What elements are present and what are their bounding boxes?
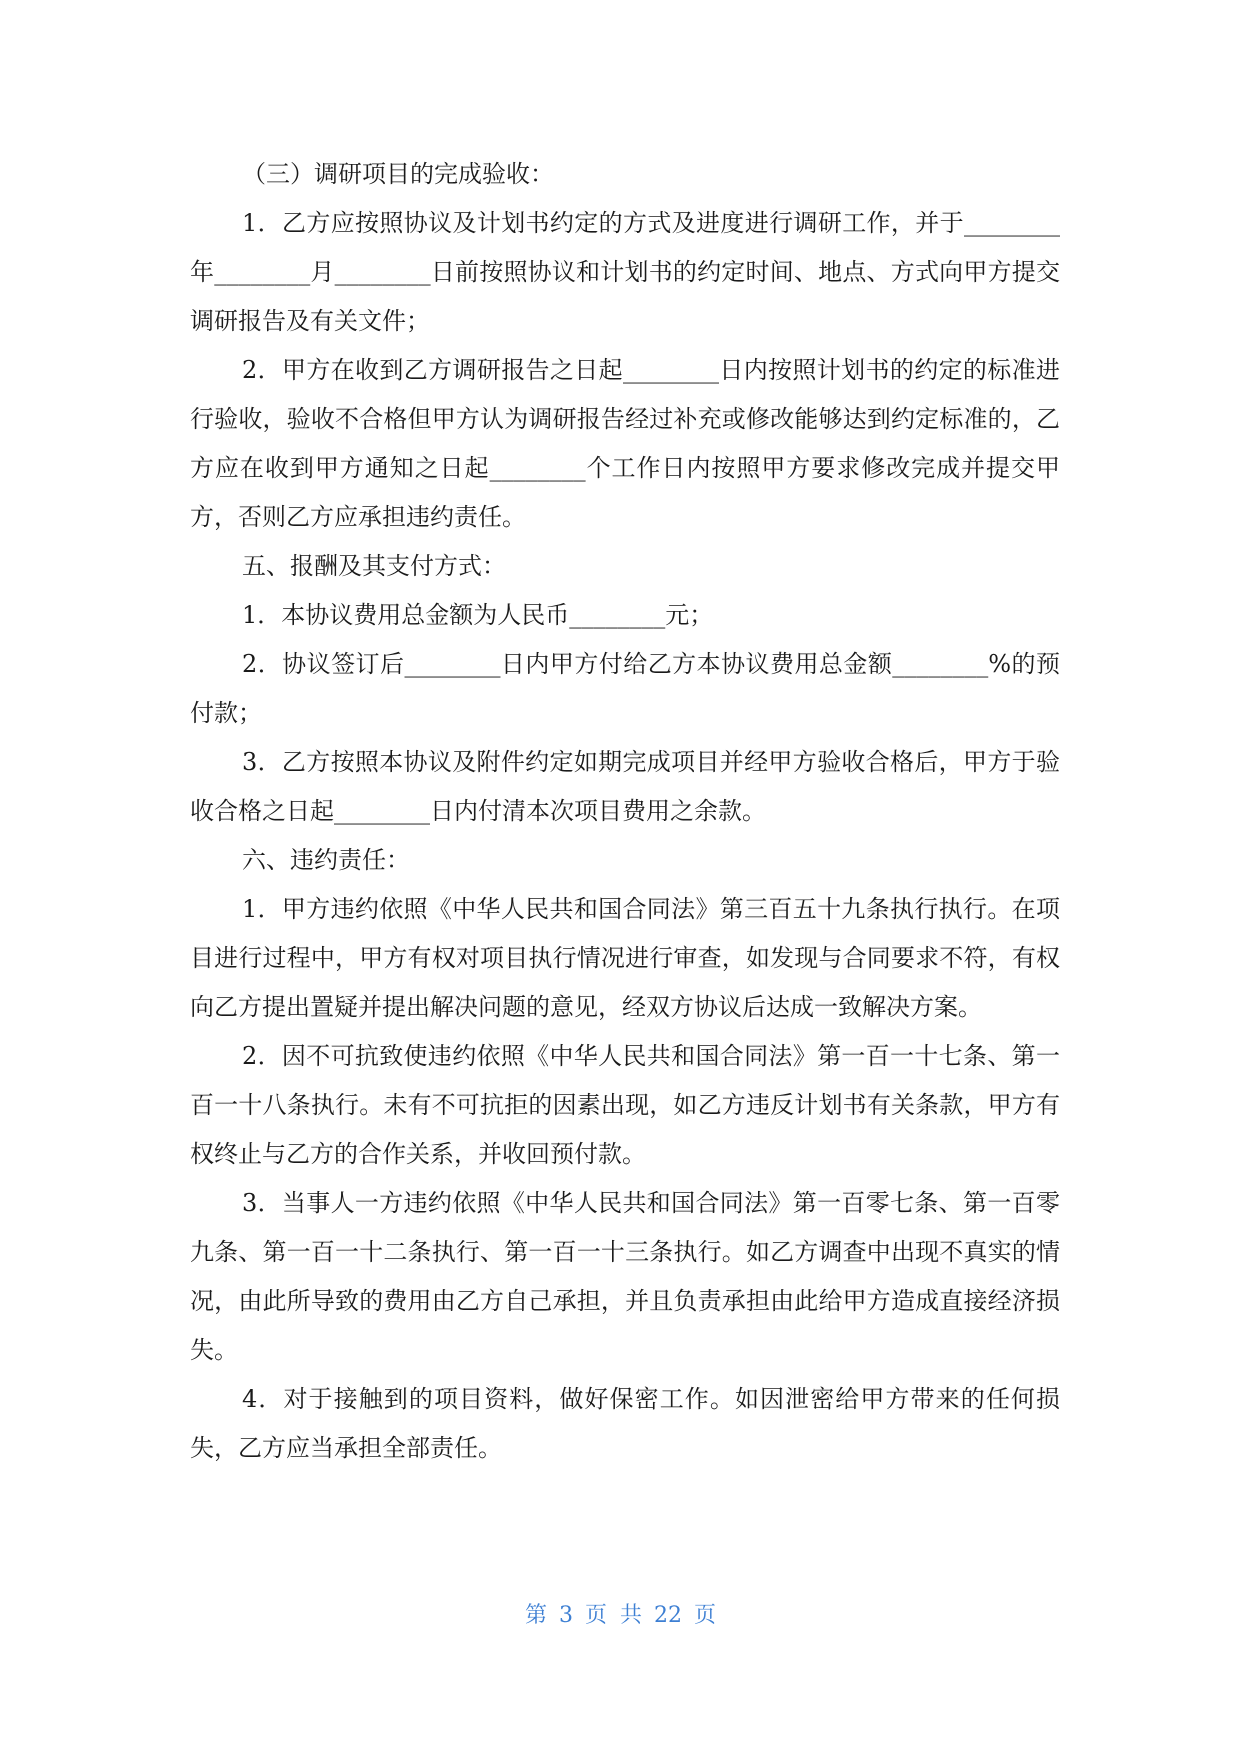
- clause-paragraph: 2．协议签订后________日内甲方付给乙方本协议费用总金额________%的预付款；: [190, 650, 1060, 727]
- section-heading-liability: 六、违约责任：: [242, 846, 410, 874]
- clause-paragraph: 3．当事人一方违约依照《中华人民共和国合同法》第一百零七条、第一百零九条、第一百一十二条执行、第一百一十三条执行。如乙方调查中出现不真实的情况，由此所导致的费用由乙方自己承担，并且负责承担由此给甲方造成直接经济损失。: [190, 1189, 1060, 1364]
- footer-middle: 页 共: [585, 1603, 642, 1628]
- total-pages-number: 22: [654, 1603, 682, 1628]
- page-number-footer: [0, 1598, 1241, 1629]
- footer-prefix: 第: [524, 1603, 547, 1628]
- clause-paragraph: 3．乙方按照本协议及附件约定如期完成项目并经甲方验收合格后，甲方于验收合格之日起________日内付清本次项目费用之余款。: [190, 748, 1060, 825]
- section-heading-acceptance: （三）调研项目的完成验收：: [242, 160, 554, 188]
- footer-suffix: 页: [694, 1603, 717, 1628]
- document-body: [190, 150, 1060, 1473]
- clause-paragraph: 1．乙方应按照协议及计划书约定的方式及进度进行调研工作，并于________年________月________日前按照协议和计划书的约定时间、地点、方式向甲方提交调研报告及有关文件；: [190, 209, 1060, 335]
- current-page-number: 3: [559, 1603, 573, 1628]
- clause-paragraph: 1．甲方违约依照《中华人民共和国合同法》第三百五十九条执行执行。在项目进行过程中，甲方有权对项目执行情况进行审查，如发现与合同要求不符，有权向乙方提出置疑并提出解决问题的意见，经双方协议后达成一致解决方案。: [190, 895, 1060, 1021]
- clause-paragraph: 1．本协议费用总金额为人民币________元；: [242, 601, 714, 629]
- clause-paragraph: 4．对于接触到的项目资料，做好保密工作。如因泄密给甲方带来的任何损失，乙方应当承担全部责任。: [190, 1385, 1060, 1462]
- clause-paragraph: 2．甲方在收到乙方调研报告之日起________日内按照计划书的约定的标准进行验收，验收不合格但甲方认为调研报告经过补充或修改能够达到约定标准的，乙方应在收到甲方通知之日起________个工作日内按照甲方要求修改完成并提交甲方，否则乙方应承担违约责任。: [190, 356, 1060, 531]
- section-heading-payment: 五、报酬及其支付方式：: [242, 552, 506, 580]
- clause-paragraph: 2．因不可抗致使违约依照《中华人民共和国合同法》第一百一十七条、第一百一十八条执行。未有不可抗拒的因素出现，如乙方违反计划书有关条款，甲方有权终止与乙方的合作关系，并收回预付款。: [190, 1042, 1060, 1168]
